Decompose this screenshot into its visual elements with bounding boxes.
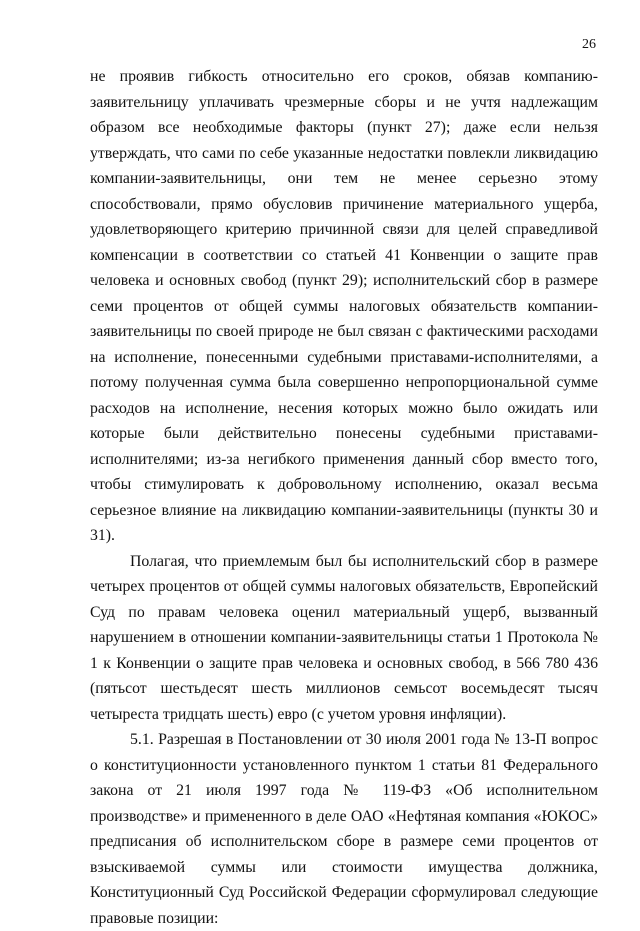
paragraph-5-1: 5.1. Разрешая в Постановлении от 30 июля 2001 года № 13-П вопрос о конституционности установленного пунктом 1 статьи 81 Федерального закона от 21 июля 1997 года № 119-ФЗ «Об исполнительном производстве» и примененного в деле ОАО «Нефтяная компания «ЮКОС» предписания об исполнительском сборе в размере семи процентов от взыскиваемой суммы или стоимости имущества должника, Конституционный Суд Российской Федерации сформулировал следующие правовые позиции: — [90, 731, 598, 927]
paragraph-continuation: не проявив гибкость относительно его сроков, обязав компанию-заявительницу уплачивать чрезмерные сборы и не учтя надлежащим образом все необходимые факторы (пункт 27); даже если нельзя утверждать, что сами по себе указанные недостатки повлекли ликвидацию компании-заявительницы, они тем не менее серьезно этому способствовали, прямо обусловив причинение материального ущерба, удовлетворяющего критерию причинной связи для целей справедливой компенсации в соответствии со статьей 41 Конвенции о защите прав человека и основных свобод (пункт 29); исполнительский сбор в размере семи процентов от общей суммы налоговых обязательств компании-заявительницы по своей природе не был связан с фактическими расходами на исполнение, понесенными судебными приставами-исполнителями, а потому полученная сумма была совершенно непропорциональной сумме расходов на исполнение, несения которых можно было ожидать или которые были действительно понесены судебными приставами-исполнителями; из-за негибкого применения данный сбор вместо того, чтобы стимулировать к добровольному исполнению, оказал весьма серьезное влияние на ликвидацию компании-заявительницы (пункты 30 и 31). — [90, 68, 598, 544]
document-body — [90, 64, 598, 931]
page-number: 26 — [582, 37, 596, 52]
paragraph-compensation: Полагая, что приемлемым был бы исполнительский сбор в размере четырех процентов от общей суммы налоговых обязательств, Европейский Суд по правам человека оценил материальный ущерб, вызванный нарушением в отношении компании-заявительницы статьи 1 Протокола № 1 к Конвенции о защите прав человека и основных свобод, в 566 780 436 (пятьсот шестьдесят шесть миллионов семьсот восемьдесят тысяч четыреста тридцать шесть) евро (с учетом уровня инфляции). — [90, 552, 598, 723]
